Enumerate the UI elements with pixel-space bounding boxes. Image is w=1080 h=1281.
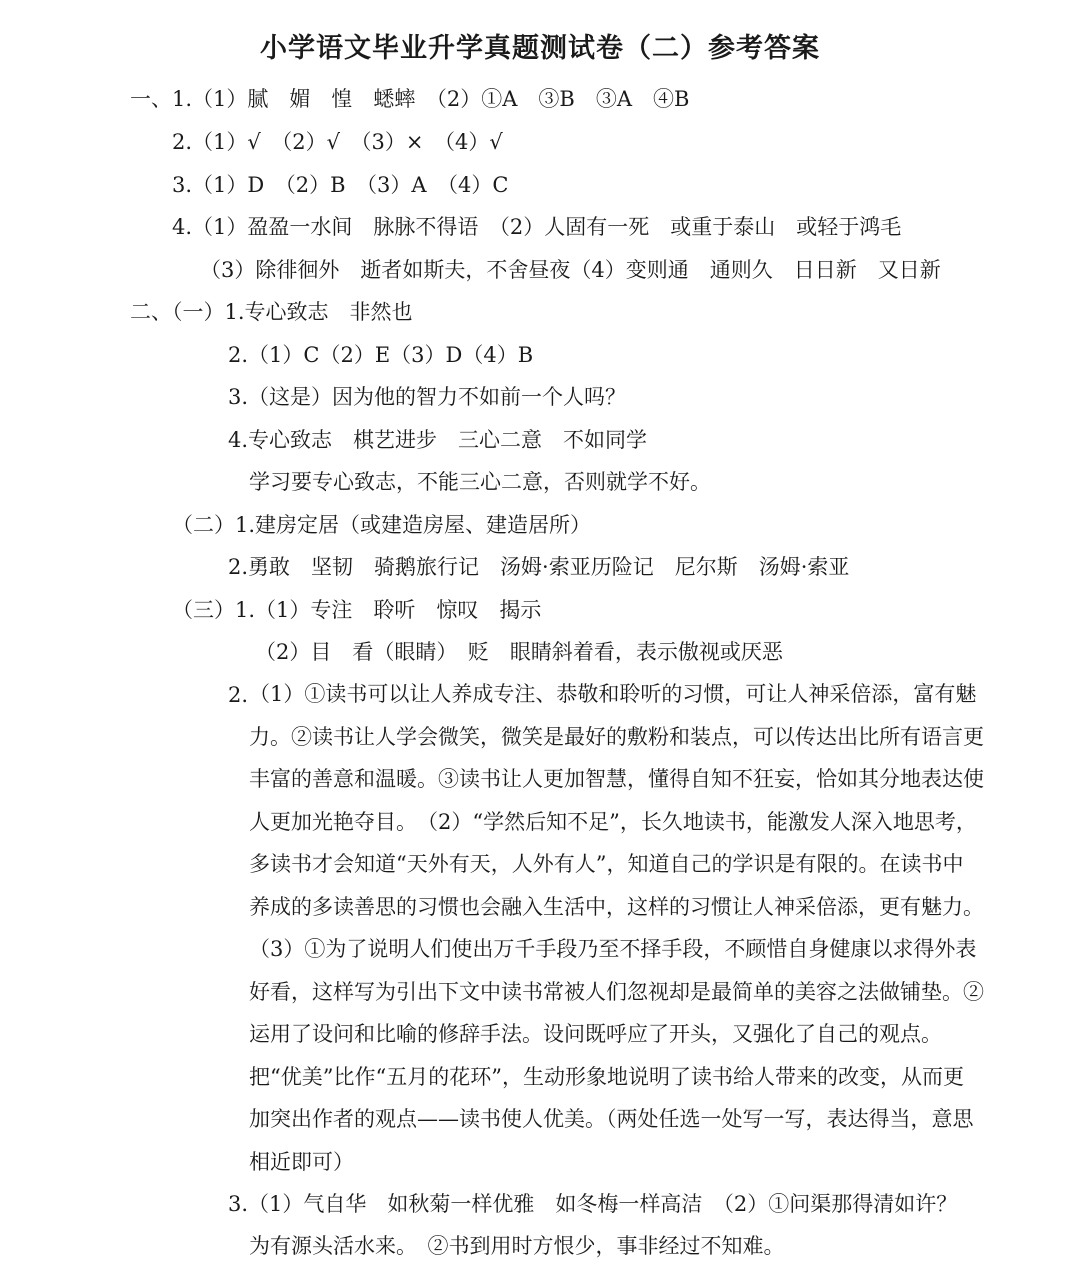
answer-line-14: （2）目 看（眼睛） 贬 眼睛斜着看，表示傲视或厌恶 [255, 640, 783, 664]
paragraph-label: 2. [228, 683, 249, 707]
answer-line-13: （三）1.（1）专注 聆听 惊叹 揭示 [172, 598, 542, 622]
answer-paragraph [249, 673, 995, 1183]
answer-line-10: 学习要专心致志，不能三心二意，否则就学不好。 [249, 470, 711, 494]
page-title: 小学语文毕业升学真题测试卷（二）参考答案 [260, 33, 820, 64]
answer-line-25: 3.（1）气自华 如秋菊一样优雅 如冬梅一样高洁 （2）①问渠那得清如许？ [228, 1192, 958, 1216]
answer-paragraph-text: （1）①读书可以让人养成专注、恭敬和聆听的习惯，可让人神采倍添，富有魅力。②读书让人学会微笑，微笑是最好的敷粉和装点，可以传达出比所有语言更丰富的善意和温暖。③读书让人更加智慧，懂得自知不狂妄，恰如其分地表达使人更加光艳夺目。 （2）“学然后知不足”，长久地读书，能激发人深入地思考，多读书才会知道“天外有天，人外有人”，知道自己的学识是有限的。在读书中养成的多读善思的习惯也会融入生活中，这样的习惯让人神采倍添，更有魅力。 （3）①为了说明人们使出万千手段乃至不择手段，不顾惜自身健康以求得外表好看，这样写为引出下文中读书常被人们忽视却是最简单的美容之法做铺垫。②运用了设问和比喻的修辞手法。设问既呼应了开头，又强化了自己的观点。把“优美”比作“五月的花环”，生动形象地说明了读书给人带来的改变，从而更加突出作者的观点——读书使人优美。（两处任选一处写一写，表达得当，意思相近即可） [249, 682, 995, 1174]
answer-line-26: 为有源头活水来。 ②书到用时方恨少，事非经过不知难。 [249, 1234, 785, 1258]
answer-line-7: 2.（1）C（2）E（3）D（4）B [228, 343, 534, 367]
answer-line-2: 2.（1）√ （2）√ （3）× （4）√ [172, 130, 503, 154]
answer-line-3: 3.（1）D （2）B （3）A （4）C [172, 173, 509, 197]
answer-line-1: 一、1.（1）腻 媚 惶 蟋蟀 （2）①A ③B ③A ④B [130, 87, 690, 111]
answer-line-12: 2.勇敢 坚韧 骑鹅旅行记 汤姆·索亚历险记 尼尔斯 汤姆·索亚 [228, 555, 850, 579]
answer-line-5: （3）除徘徊外 逝者如斯夫，不舍昼夜（4）变则通 通则久 日日新 又日新 [200, 258, 941, 282]
answer-line-8: 3.（这是）因为他的智力不如前一个人吗？ [228, 385, 627, 409]
answer-line-11: （二）1.建房定居（或建造房屋、建造居所） [172, 513, 592, 537]
answer-line-9: 4.专心致志 棋艺进步 三心二意 不如同学 [228, 428, 648, 452]
answer-line-6: 二、（一）1.专心致志 非然也 [130, 300, 413, 324]
answer-line-4: 4.（1）盈盈一水间 脉脉不得语 （2）人固有一死 或重于泰山 或轻于鸿毛 [172, 215, 902, 239]
